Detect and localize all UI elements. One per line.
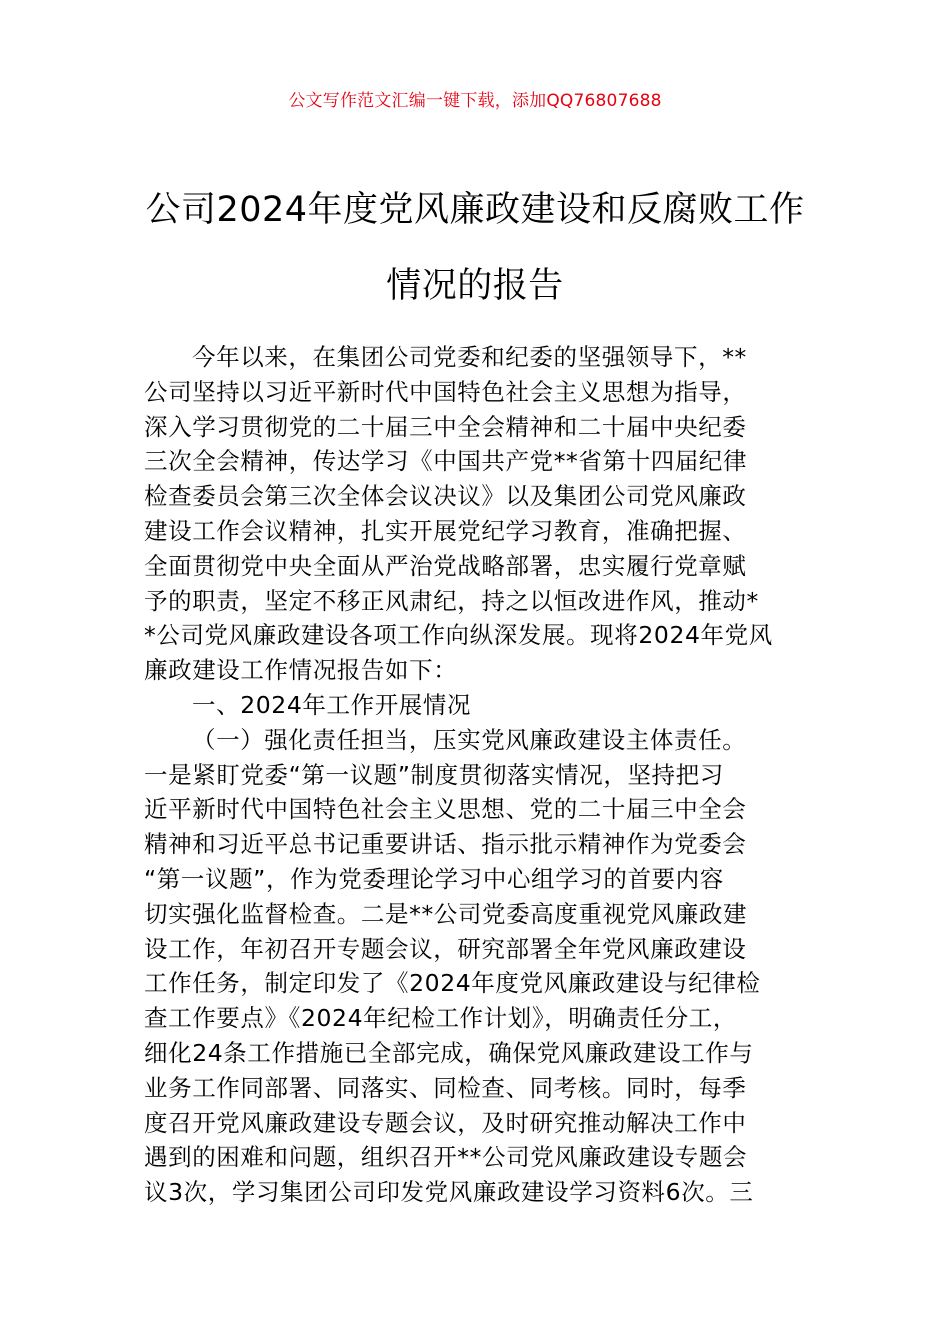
- paragraph-line: 查工作要点》《2024年纪检工作计划》，明确责任分工，: [144, 1004, 738, 1033]
- paragraph-line: 予的职责，坚定不移正风肃纪，持之以恒改进作风，推动*: [144, 586, 759, 615]
- paragraph-line: 遇到的困难和问题，组织召开**公司党风廉政建设专题会: [144, 1143, 748, 1172]
- paragraph-line: 细化24条工作措施已全部完成，确保党风廉政建设工作与: [144, 1038, 754, 1067]
- paragraph-line: 深入学习贯彻党的二十届三中全会精神和二十届中央纪委: [144, 412, 747, 441]
- title-line: 公司2024年度党风廉政建设和反腐败工作: [145, 190, 805, 230]
- paragraph-line: 工作任务，制定印发了《2024年度党风廉政建设与纪律检: [144, 969, 761, 998]
- paragraph-line: 一是紧盯党委“第一议题”制度贯彻落实情况，坚持把习: [144, 760, 724, 789]
- paragraph-line: 公司坚持以习近平新时代中国特色社会主义思想为指导，: [144, 377, 747, 406]
- paragraph-line: 三次全会精神，传达学习《中国共产党**省第十四届纪律: [144, 447, 748, 476]
- paragraph-line: 今年以来，在集团公司党委和纪委的坚强领导下，**: [192, 343, 747, 371]
- paragraph-line: *公司党风廉政建设各项工作向纵深发展。现将2024年党风: [144, 621, 773, 650]
- paragraph-line: 切实强化监督检查。二是**公司党委高度重视党风廉政建: [144, 899, 748, 928]
- paragraph-line: 全面贯彻党中央全面从严治党战略部署，忠实履行党章赋: [144, 551, 747, 580]
- paragraph-line: “第一议题”，作为党委理论学习中心组学习的首要内容: [144, 864, 724, 893]
- paragraph-line: 度召开党风廉政建设专题会议，及时研究推动解决工作中: [144, 1108, 747, 1137]
- paragraph-line: 检查委员会第三次全体会议决议》以及集团公司党风廉政: [144, 482, 747, 511]
- paragraph-line: 设工作，年初召开专题会议，研究部署全年党风廉政建设: [144, 934, 747, 963]
- paragraph-line: 议3次，学习集团公司印发党风廉政建设学习资料6次。三: [144, 1178, 754, 1207]
- paragraph-line: 建设工作会议精神，扎实开展党纪学习教育，准确把握、: [144, 516, 747, 545]
- title-line: 情况的报告: [386, 266, 564, 306]
- paragraph-line: 廉政建设工作情况报告如下：: [144, 656, 458, 685]
- paragraph-line: 业务工作同部署、同落实、同检查、同考核。同时，每季: [144, 1073, 747, 1102]
- section-heading: 一、2024年工作开展情况: [192, 690, 472, 719]
- document-body: [144, 340, 806, 1210]
- paragraph-line: 近平新时代中国特色社会主义思想、党的二十届三中全会: [144, 795, 747, 824]
- document-title: [120, 172, 830, 324]
- header-note: [0, 86, 950, 111]
- subsection-heading: （一）强化责任担当，压实党风廉政建设主体责任。: [192, 725, 747, 754]
- header-note-text: 公文写作范文汇编一键下载，添加QQ76807688: [288, 91, 662, 111]
- paragraph-line: 精神和习近平总书记重要讲话、指示批示精神作为党委会: [144, 830, 747, 859]
